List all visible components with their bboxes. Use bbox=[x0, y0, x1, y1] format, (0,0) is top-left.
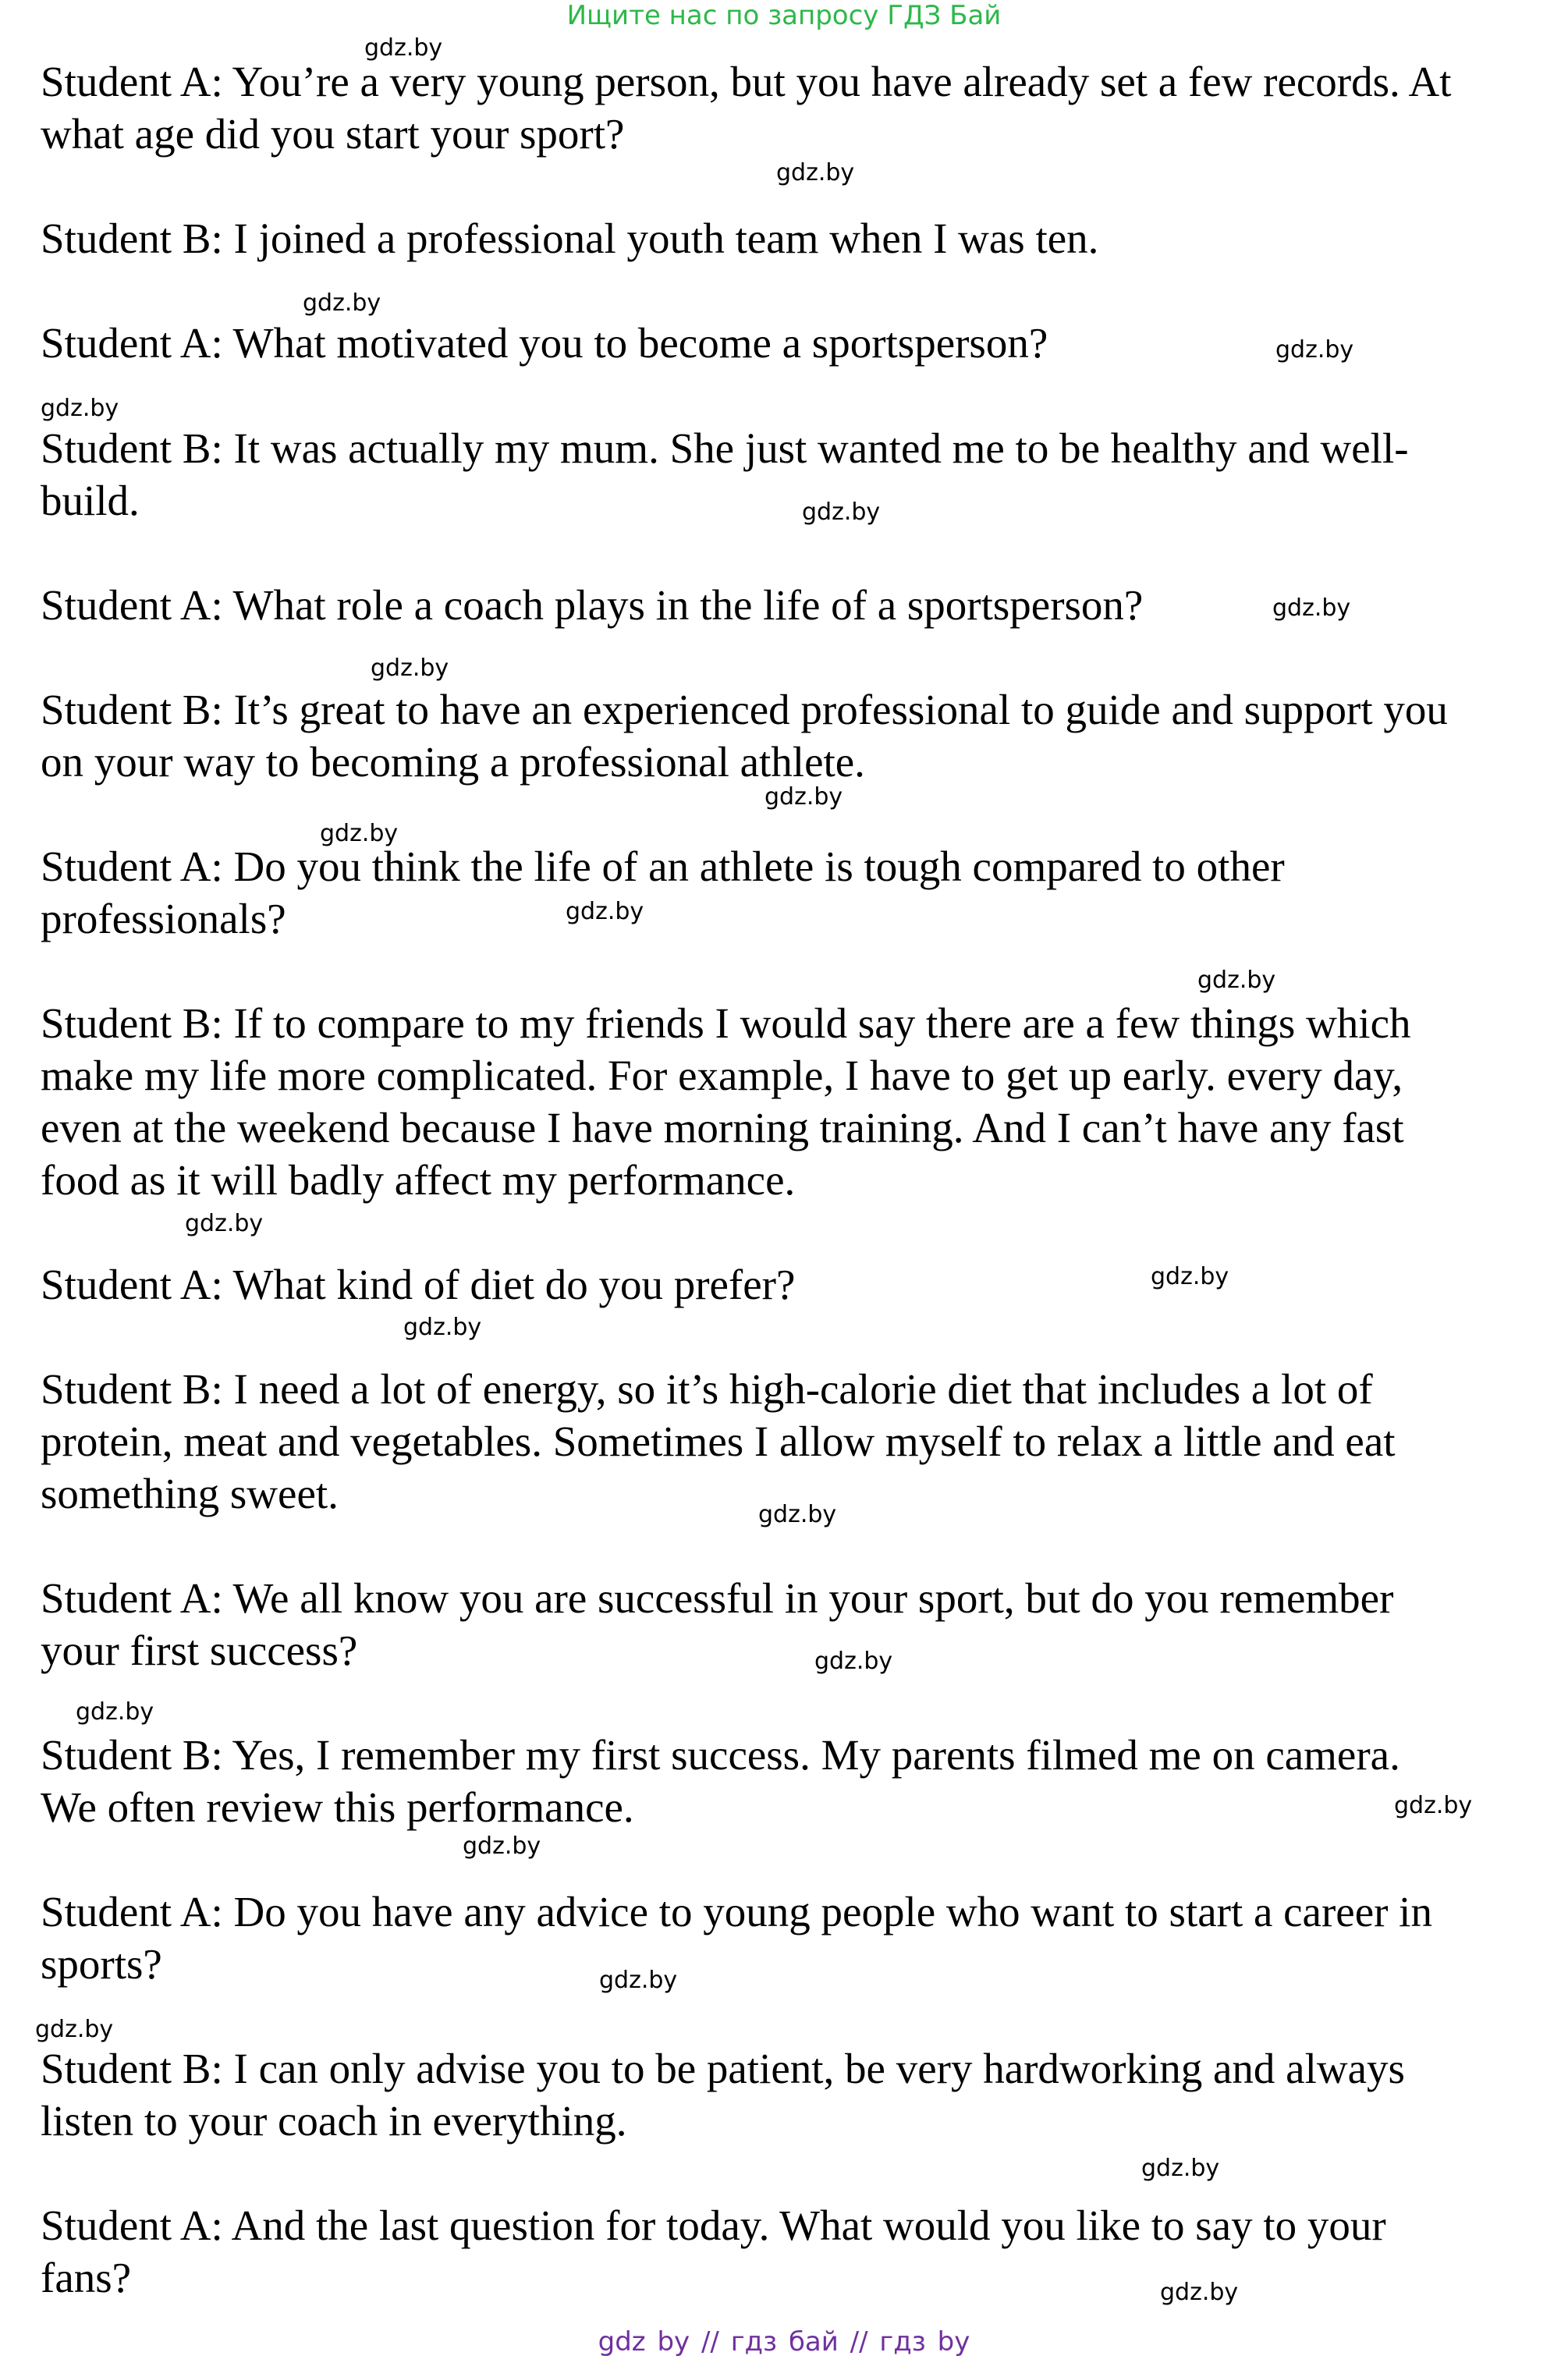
dialogue-line: Student A: We all know you are successful in your sport, but do you remember bbox=[41, 1574, 1394, 1622]
watermark: gdz.by bbox=[764, 783, 843, 811]
watermark: gdz.by bbox=[41, 395, 119, 422]
dialogue-line: Student A: Do you have any advice to young people who want to start a career in bbox=[41, 1888, 1432, 1935]
dialogue-line: sports? bbox=[41, 1940, 162, 1988]
dialogue-line: protein, meat and vegetables. Sometimes I allow myself to relax a little and eat bbox=[41, 1417, 1396, 1465]
watermark: gdz.by bbox=[1160, 2279, 1239, 2306]
dialogue-line: Student B: I can only advise you to be patient, be very hardworking and always bbox=[41, 2045, 1405, 2092]
dialogue-line: Student A: You’re a very young person, but you have already set a few records. At bbox=[41, 58, 1452, 105]
watermark: gdz.by bbox=[303, 289, 381, 317]
dialogue-line: listen to your coach in everything. bbox=[41, 2097, 627, 2145]
top-banner: Ищите нас по запросу ГДЗ Бай bbox=[566, 0, 1002, 31]
watermark: gdz.by bbox=[599, 1967, 678, 1994]
dialogue-line: even at the weekend because I have morning training. And I can’t have any fast bbox=[41, 1104, 1404, 1151]
dialogue-line: Student B: If to compare to my friends I would say there are a few things which bbox=[41, 999, 1411, 1047]
watermark: gdz.by bbox=[1272, 594, 1351, 622]
watermark: gdz.by bbox=[320, 820, 399, 847]
watermark: gdz.by bbox=[76, 1698, 154, 1726]
watermark: gdz.by bbox=[1275, 336, 1354, 364]
dialogue-line: on your way to becoming a professional athlete. bbox=[41, 738, 865, 786]
watermark: gdz.by bbox=[463, 1832, 541, 1860]
watermark: gdz.by bbox=[566, 898, 644, 925]
dialogue-line: Student A: Do you think the life of an athlete is tough compared to other bbox=[41, 843, 1285, 890]
watermark: gdz.by bbox=[1141, 2155, 1220, 2182]
watermark: gdz.by bbox=[364, 34, 443, 62]
dialogue-line: fans? bbox=[41, 2254, 132, 2301]
footer-links: gdz by // гдз бай // гдз by bbox=[598, 2326, 970, 2358]
dialogue-line: Student B: I joined a professional youth team when I was ten. bbox=[41, 215, 1099, 262]
dialogue-line: food as it will badly affect my performance. bbox=[41, 1156, 796, 1204]
dialogue-line: make my life more complicated. For example, I have to get up early. every day, bbox=[41, 1052, 1403, 1099]
dialogue-line: what age did you start your sport? bbox=[41, 110, 625, 158]
dialogue-line: something sweet. bbox=[41, 1470, 339, 1517]
dialogue-line: professionals? bbox=[41, 895, 286, 942]
watermark: gdz.by bbox=[371, 655, 449, 682]
watermark: gdz.by bbox=[814, 1648, 893, 1675]
watermark: gdz.by bbox=[35, 2016, 114, 2043]
dialogue-line: build. bbox=[41, 477, 140, 524]
watermark: gdz.by bbox=[185, 1210, 264, 1237]
dialogue-line: Student B: It was actually my mum. She just wanted me to be healthy and well- bbox=[41, 424, 1409, 472]
watermark: gdz.by bbox=[758, 1501, 837, 1528]
dialogue-line: Student A: What kind of diet do you prefer? bbox=[41, 1261, 796, 1308]
watermark: gdz.by bbox=[1197, 967, 1276, 994]
dialogue-line: Student B: Yes, I remember my first success. My parents filmed me on camera. bbox=[41, 1731, 1400, 1779]
dialogue-line: Student A: What motivated you to become a sportsperson? bbox=[41, 319, 1048, 367]
dialogue-line: Student A: And the last question for today. What would you like to say to your bbox=[41, 2201, 1386, 2249]
dialogue-line: Student A: What role a coach plays in the life of a sportsperson? bbox=[41, 581, 1144, 629]
dialogue-line: We often review this performance. bbox=[41, 1783, 634, 1831]
dialogue-line: your first success? bbox=[41, 1627, 358, 1674]
watermark: gdz.by bbox=[802, 498, 881, 526]
watermark: gdz.by bbox=[1394, 1792, 1473, 1819]
watermark: gdz.by bbox=[776, 159, 855, 186]
dialogue-line: Student B: It’s great to have an experienced professional to guide and support you bbox=[41, 686, 1448, 733]
dialogue-line: Student B: I need a lot of energy, so it’s high-calorie diet that includes a lot of bbox=[41, 1365, 1373, 1413]
watermark: gdz.by bbox=[1151, 1263, 1229, 1290]
watermark: gdz.by bbox=[403, 1314, 482, 1341]
